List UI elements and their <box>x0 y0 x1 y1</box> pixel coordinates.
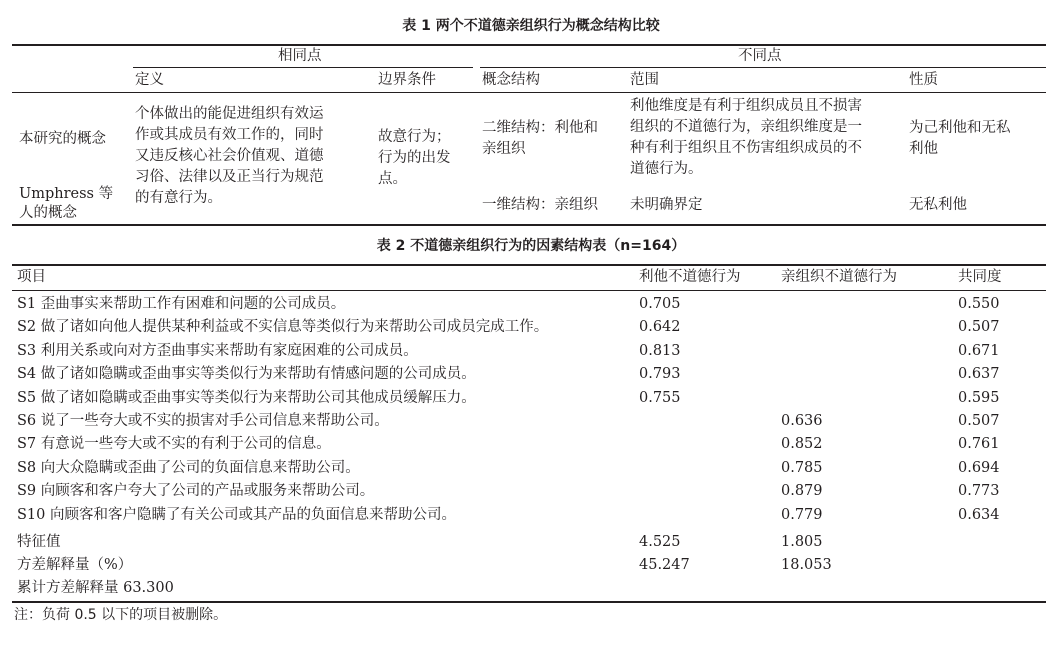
factor1-loading: 0.813 <box>639 343 681 359</box>
item-cell: S7 有意说一些夸大或不实的有利于公司的信息。 <box>17 436 331 452</box>
table2-header-factor2: 亲组织不道德行为 <box>781 269 897 285</box>
table2-header-factor1: 利他不道德行为 <box>639 269 741 285</box>
row2-label-line: Umphress 等 <box>19 186 114 202</box>
eigenvalue-factor2: 1.805 <box>781 534 823 550</box>
table1-row2-scope: 未明确界定 <box>630 197 703 213</box>
nature-line: 为己利他和无私 <box>909 120 1011 136</box>
variance-factor1: 45.247 <box>639 557 690 573</box>
factor2-loading: 0.636 <box>781 413 823 429</box>
factor1-loading: 0.755 <box>639 390 681 406</box>
table1-row2-label <box>19 185 113 223</box>
table1-row2-nature: 无私利他 <box>909 197 967 213</box>
variance-factor2: 18.053 <box>781 557 832 573</box>
item-cell: S10 向顾客和客户隐瞒了有关公司或其产品的负面信息来帮助公司。 <box>17 507 456 523</box>
boundary-line: 行为的出发 <box>378 150 451 166</box>
table1-header-scope: 范围 <box>630 72 659 88</box>
table1-header-rule <box>12 92 1046 93</box>
table1-title: 表 1 两个不道德亲组织行为概念结构比较 <box>402 18 660 34</box>
communality-value: 0.507 <box>958 319 1000 335</box>
table1-top-rule <box>12 44 1046 46</box>
item-cell: S1 歪曲事实来帮助工作有困难和问题的公司成员。 <box>17 296 346 312</box>
table1-row2-structure: 一维结构：亲组织 <box>482 197 598 213</box>
factor1-loading: 0.642 <box>639 319 681 335</box>
communality-value: 0.773 <box>958 483 1000 499</box>
item-cell: S4 做了诸如隐瞒或歪曲事实等类似行为来帮助有情感问题的公司成员。 <box>17 366 476 382</box>
eigenvalue-factor1: 4.525 <box>639 534 681 550</box>
table1-group-diff: 不同点 <box>738 48 782 64</box>
communality-value: 0.507 <box>958 413 1000 429</box>
scope-line: 组织的不道德行为，亲组织维度是一 <box>630 119 862 135</box>
table1-row1-definition <box>135 104 324 209</box>
communality-value: 0.761 <box>958 436 1000 452</box>
table1-header-nature: 性质 <box>909 72 938 88</box>
factor2-loading: 0.785 <box>781 460 823 476</box>
factor1-loading: 0.705 <box>639 296 681 312</box>
communality-value: 0.637 <box>958 366 1000 382</box>
table1-group-same: 相同点 <box>278 48 322 64</box>
table2-bottom-rule <box>12 601 1046 603</box>
cumulative-variance: 累计方差解释量 63.300 <box>17 580 174 596</box>
row2-label-line: 人的概念 <box>19 205 77 221</box>
table2-header-communality: 共同度 <box>958 269 1002 285</box>
item-cell: S8 向大众隐瞒或歪曲了公司的负面信息来帮助公司。 <box>17 460 360 476</box>
table1-bottom-rule <box>12 224 1046 226</box>
table1-row1-structure <box>482 118 598 160</box>
communality-value: 0.694 <box>958 460 1000 476</box>
table1-row1-nature <box>909 118 1011 160</box>
item-cell: S9 向顾客和客户夸大了公司的产品或服务来帮助公司。 <box>17 483 375 499</box>
communality-value: 0.634 <box>958 507 1000 523</box>
communality-value: 0.550 <box>958 296 1000 312</box>
factor2-loading: 0.852 <box>781 436 823 452</box>
nature-line: 利他 <box>909 141 938 157</box>
table1-group-diff-rule <box>480 67 1046 68</box>
definition-line: 个体做出的能促进组织有效运 <box>135 106 324 122</box>
factor2-loading: 0.779 <box>781 507 823 523</box>
communality-value: 0.671 <box>958 343 1000 359</box>
table1-row1-scope <box>630 96 862 180</box>
item-cell: S2 做了诸如向他人提供某种利益或不实信息等类似行为来帮助公司成员完成工作。 <box>17 319 549 335</box>
table1-header-boundary: 边界条件 <box>378 72 436 88</box>
factor1-loading: 0.793 <box>639 366 681 382</box>
definition-line: 习俗、法律以及正当行为规范 <box>135 169 324 185</box>
definition-line: 又违反核心社会价值观、道德 <box>135 148 324 164</box>
scope-line: 种有利于组织且不伤害组织成员的不 <box>630 140 862 156</box>
definition-line: 作或其成员有效工作的，同时 <box>135 127 324 143</box>
factor2-loading: 0.879 <box>781 483 823 499</box>
item-cell: S3 利用关系或向对方歪曲事实来帮助有家庭困难的公司成员。 <box>17 343 418 359</box>
boundary-line: 点。 <box>378 171 407 187</box>
table1-group-same-rule <box>133 67 473 68</box>
structure-line: 亲组织 <box>482 141 526 157</box>
table2-title: 表 2 不道德亲组织行为的因素结构表（n=164） <box>376 238 686 254</box>
item-cell: S6 说了一些夸大或不实的损害对手公司信息来帮助公司。 <box>17 413 389 429</box>
communality-value: 0.595 <box>958 390 1000 406</box>
structure-line: 二维结构：利他和 <box>482 120 598 136</box>
scope-line: 道德行为。 <box>630 161 703 177</box>
table1-row1-boundary <box>378 127 451 190</box>
eigenvalue-label: 特征值 <box>17 534 61 550</box>
table1-header-structure: 概念结构 <box>482 72 540 88</box>
boundary-line: 故意行为； <box>378 129 451 145</box>
item-cell: S5 做了诸如隐瞒或歪曲事实等类似行为来帮助公司其他成员缓解压力。 <box>17 390 476 406</box>
variance-label: 方差解释量（%） <box>17 557 133 573</box>
scope-line: 利他维度是有利于组织成员且不损害 <box>630 98 862 114</box>
table1-header-definition: 定义 <box>135 72 164 88</box>
table2-header-item: 项目 <box>17 269 46 285</box>
table-note: 注：负荷 0.5 以下的项目被删除。 <box>14 607 228 623</box>
table2-header-rule <box>12 290 1046 291</box>
table1-row1-label: 本研究的概念 <box>19 131 106 147</box>
definition-line: 的有意行为。 <box>135 190 222 206</box>
table2-top-rule <box>12 264 1046 266</box>
